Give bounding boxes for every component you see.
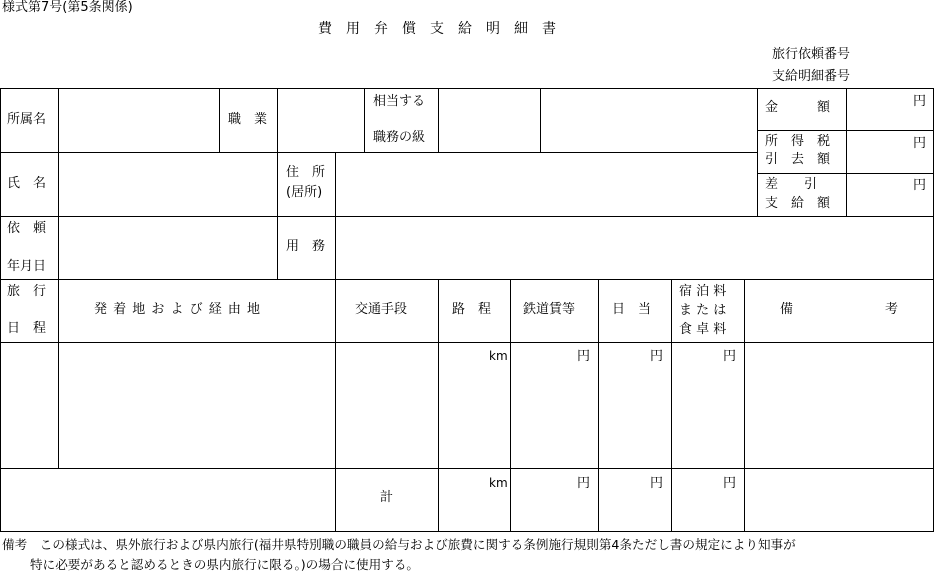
distance-km-unit: km (489, 349, 508, 363)
lodging-header-line2: ま た は (679, 303, 727, 318)
amount-yen-unit: 円 (913, 94, 927, 109)
equivalent-grade-label-line1: 相当する (373, 94, 426, 109)
net-payment-label-line1: 差 引 (765, 177, 818, 192)
income-tax-label-line2: 引 去 額 (765, 152, 831, 167)
total-label: 計 (380, 490, 394, 505)
name-label: 氏 名 (7, 176, 47, 191)
payment-statement-number-label: 支給明細番号 (772, 69, 851, 84)
lodging-header-line3: 食 卓 料 (679, 322, 727, 337)
total-distance-km-unit: km (489, 476, 508, 490)
daily-allowance-yen-unit: 円 (650, 349, 664, 364)
remarks-header-right: 考 (885, 302, 899, 317)
document-title: 費 用 弁 償 支 給 明 細 書 (318, 21, 556, 37)
occupation-label: 職 業 (228, 112, 268, 127)
equivalent-grade-label-line2: 職務の級 (373, 130, 426, 145)
rail-fare-yen-unit: 円 (577, 349, 591, 364)
travel-schedule-label-line2: 日 程 (7, 321, 47, 336)
net-payment-yen-unit: 円 (913, 178, 927, 193)
address-label-line1: 住 所 (286, 165, 326, 180)
amount-label: 金 額 (765, 100, 831, 115)
footnote-line1: 備考 この様式は、県外旅行および県内旅行(福井県特別職の職員の給与および旅費に関する条例施行規則第4条ただし書の規定により知事が (2, 537, 796, 552)
form-number-label: 様式第7号(第5条関係) (2, 0, 133, 15)
total-daily-allowance-yen-unit: 円 (650, 476, 664, 491)
travel-schedule-label-line1: 旅 行 (7, 284, 47, 299)
business-purpose-label: 用 務 (286, 239, 326, 254)
total-lodging-yen-unit: 円 (723, 476, 737, 491)
income-tax-label-line1: 所 得 税 (765, 134, 831, 149)
remarks-header-left: 備 (780, 302, 794, 317)
rail-fare-header: 鉄道賃等 (523, 302, 576, 317)
request-date-label-line2: 年月日 (7, 259, 47, 274)
daily-allowance-header: 日 当 (612, 302, 652, 317)
request-date-label-line1: 依 頼 (7, 221, 47, 236)
net-payment-label-line2: 支 給 額 (765, 196, 831, 211)
address-label-line2: (居所) (286, 185, 323, 200)
income-tax-yen-unit: 円 (913, 136, 927, 151)
lodging-yen-unit: 円 (723, 349, 737, 364)
lodging-header-line1: 宿 泊 料 (679, 284, 727, 299)
distance-header: 路 程 (452, 302, 492, 317)
route-header: 発 着 地 お よ び 経 由 地 (94, 302, 262, 317)
total-rail-fare-yen-unit: 円 (577, 476, 591, 491)
footnote-line2: 特に必要があると認めるときの県内旅行に限る。)の場合に使用する。 (30, 557, 420, 572)
travel-request-number-label: 旅行依頼番号 (772, 47, 851, 62)
affiliation-label: 所属名 (7, 112, 47, 127)
transport-header: 交通手段 (355, 302, 408, 317)
